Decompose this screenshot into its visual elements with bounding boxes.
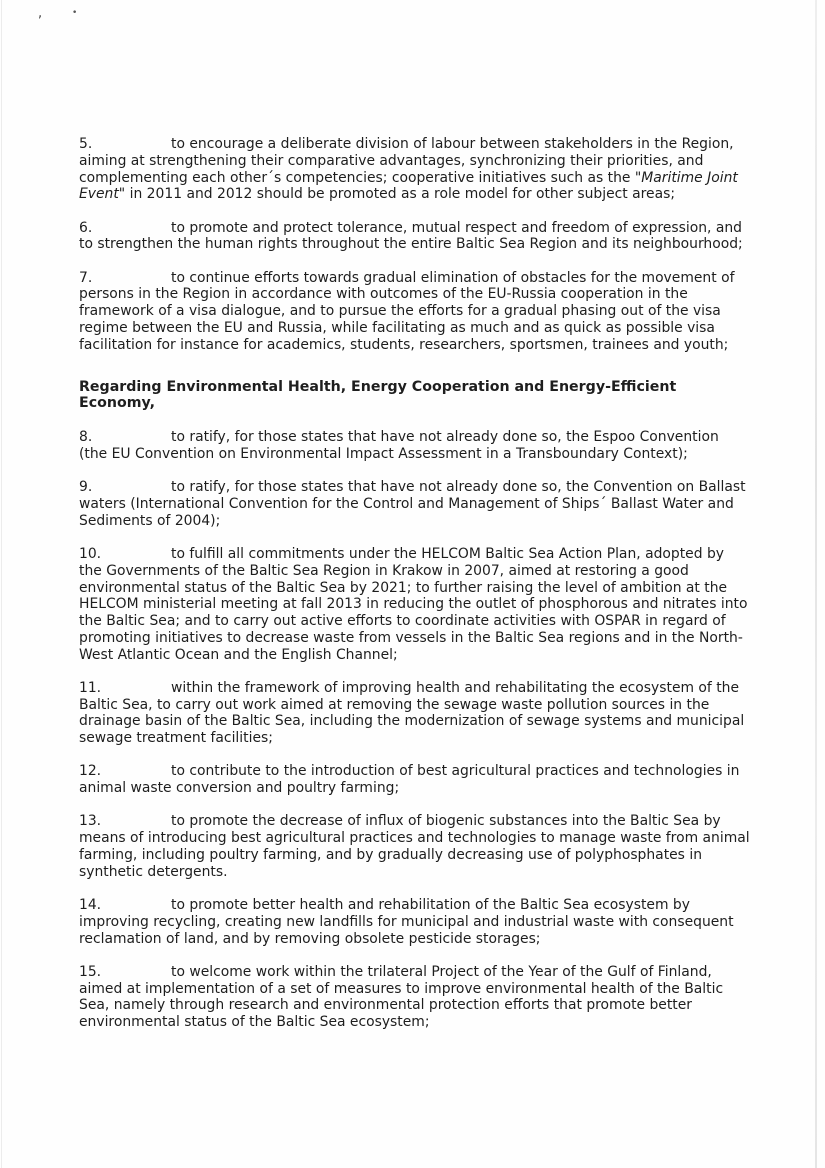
- section-heading: Regarding Environmental Health, Energy Cooperation and Energy-Efficient Economy,: [79, 378, 677, 412]
- paragraph-text: to fulfill all commitments under the HELCOM Baltic Sea Action Plan, adopted by the Governments of the Baltic Sea Region in Krakow in 2007, aimed at restoring a good environmental status of the Baltic Sea by 2021; to further raising the level of ambition at the HELCOM ministerial meeting at fall 2013 in reducing the outlet of phosphorous and nitrates into the Baltic Sea; and to carry out active efforts to coordinate activities with OSPAR in regard of promoting initiatives to decrease waste from vessels in the Baltic Sea regions and in the North-West Atlantic Ocean and the English Channel;: [79, 545, 748, 663]
- paragraph-7: [79, 270, 751, 354]
- paragraph-text: in 2011 and 2012 should be promoted as a role model for other subject areas;: [125, 186, 676, 203]
- paragraph-number: 11.: [79, 679, 102, 696]
- paragraph-number: 10.: [79, 545, 102, 562]
- paragraph-12: [79, 763, 751, 797]
- paragraph-text: to contribute to the introduction of best agricultural practices and technologies in animal waste conversion and poultry farming;: [79, 763, 740, 797]
- paragraph-text: to promote better health and rehabilitation of the Baltic Sea ecosystem by improving recycling, creating new landfills for municipal and industrial waste with consequent reclamation of land, and by removing obsolete pesticide storages;: [79, 897, 734, 947]
- paragraph-text: to continue efforts towards gradual elimination of obstacles for the movement of persons in the Region in accordance with outcomes of the EU-Russia cooperation in the framework of a visa dialogue, and to pursue the efforts for a gradual phasing out of the visa regime between the EU and Russia, while facilitating as much and as quick as possible visa facilitation for instance for academics, students, researchers, sportsmen, trainees and youth;: [79, 269, 735, 353]
- paragraph-number: 7.: [79, 269, 93, 286]
- paragraph-13: [79, 813, 751, 880]
- paragraph-number: 5.: [79, 136, 93, 152]
- scan-edge-right: [815, 0, 817, 1168]
- scan-mark-dot: •: [72, 8, 78, 18]
- paragraph-text: to promote the decrease of influx of biogenic substances into the Baltic Sea by means of introducing best agricultural practices and technologies to manage waste from animal farming, including poultry farming, and by gradually decreasing use of polyphosphates in synthetic detergents.: [79, 813, 750, 880]
- paragraph-number: 15.: [79, 963, 102, 980]
- paragraph-number: 8.: [79, 429, 93, 446]
- paragraph-text: to ratify, for those states that have not already done so, the Convention on Ballast waters (International Convention for the Control and Management of Ships´ Ballast Water and Sediments of 2004);: [79, 479, 746, 529]
- paragraph-10: [79, 546, 751, 664]
- document-body: [79, 136, 751, 1047]
- paragraph-6: [79, 220, 751, 254]
- paragraph-number: 13.: [79, 813, 102, 830]
- paragraph-text: to promote and protect tolerance, mutual respect and freedom of expression, and to strengthen the human rights throughout the entire Baltic Sea Region and its neighbourhood;: [79, 219, 743, 253]
- paragraph-text: within the framework of improving health and rehabilitating the ecosystem of the Baltic Sea, to carry out work aimed at removing the sewage waste pollution sources in the drainage basin of the Baltic Sea, including the modernization of sewage systems and municipal sewage treatment facilities;: [79, 679, 745, 747]
- paragraph-text: to encourage a deliberate division of labour between stakeholders in the Region, aiming at strengthening their comparative advantages, synchronizing their priorities, and complementing each other´s competencies; cooperative initiatives such as the: [79, 136, 734, 186]
- paragraph-number: 14.: [79, 897, 102, 914]
- paragraph-number: 6.: [79, 219, 93, 236]
- paragraph-11: [79, 680, 751, 747]
- paragraph-number: 12.: [79, 763, 102, 780]
- paragraph-text: to welcome work within the trilateral Project of the Year of the Gulf of Finland, aimed at implementation of a set of measures to improve environmental health of the Baltic Sea, namely through research and environmental protection efforts that promote better environmental status of the Baltic Sea ecosystem;: [79, 963, 724, 1031]
- paragraph-8: [79, 429, 751, 463]
- paragraph-number: 9.: [79, 479, 93, 496]
- paragraph-9: [79, 479, 751, 529]
- paragraph-5: [79, 136, 751, 203]
- scan-mark-comma: ,: [38, 6, 43, 21]
- paragraph-text: to ratify, for those states that have not already done so, the Espoo Convention (the EU Convention on Environmental Impact Assessment in a Transboundary Context);: [79, 429, 719, 462]
- paragraph-text-italic: "Maritime Joint Event": [79, 169, 738, 203]
- paragraph-15: [79, 964, 751, 1031]
- paragraph-14: [79, 897, 751, 947]
- scan-edge-left: [1, 0, 2, 1168]
